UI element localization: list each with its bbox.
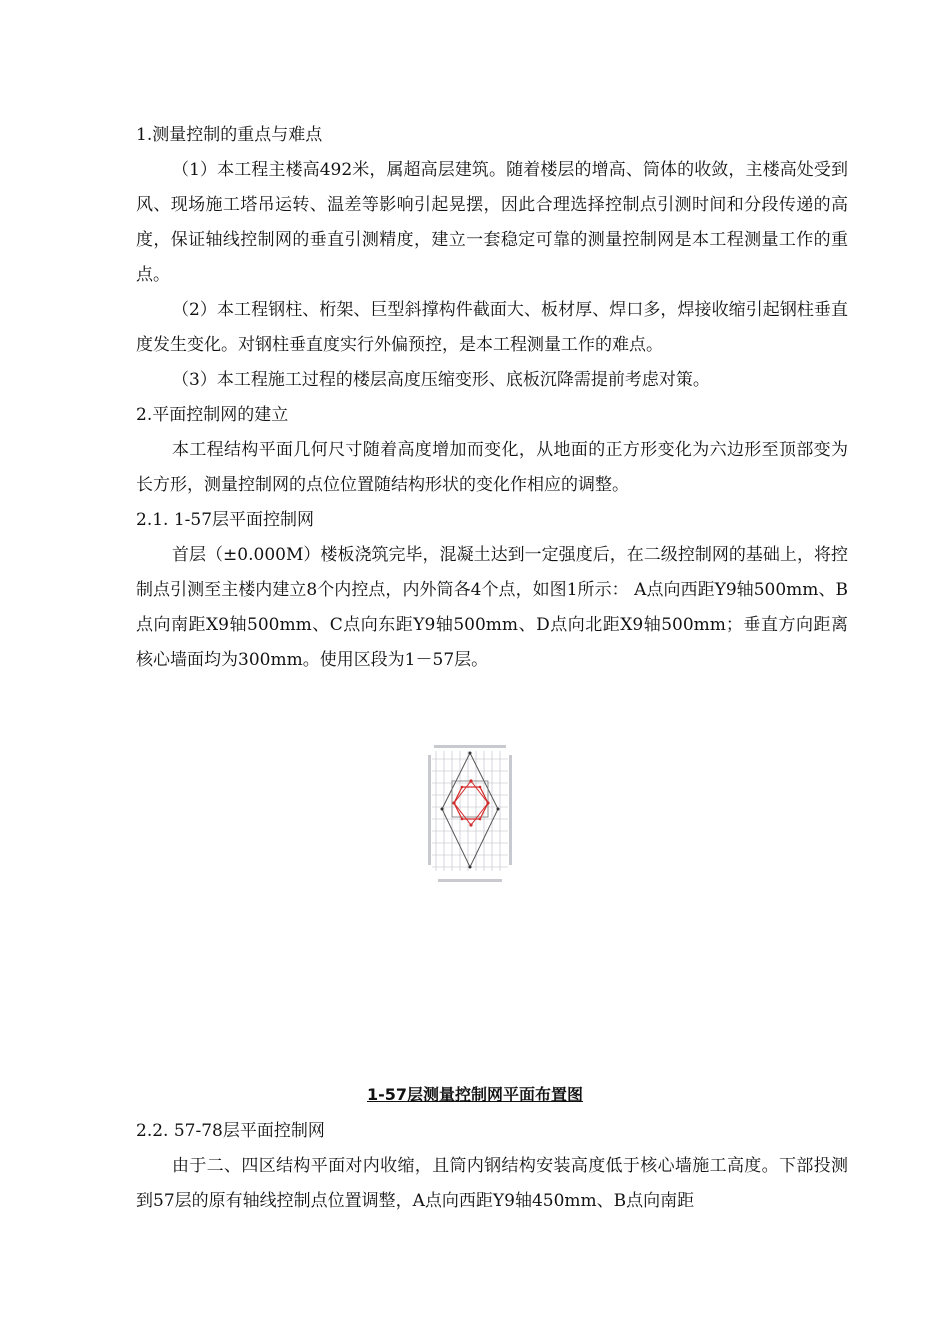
text-block-top [136, 118, 848, 678]
paragraph-1-3: （3）本工程施工过程的楼层高度压缩变形、底板沉降需提前考虑对策。 [172, 370, 710, 390]
section-2-heading: 2.平面控制网的建立 [136, 405, 289, 425]
figure-caption: 1-57层测量控制网平面布置图 [366, 1085, 584, 1104]
paragraph-2-1: 本工程结构平面几何尺寸随着高度增加而变化，从地面的正方形变化为六边形至顶部变为长方形，测量控制网的点位位置随结构形状的变化作相应的调整。 [136, 440, 848, 495]
paragraph-1-2: （2）本工程钢柱、桁架、巨型斜撑构件截面大、板材厚、焊口多，焊接收缩引起钢柱垂直度发生变化。对钢柱垂直度实行外偏预控，是本工程测量工作的难点。 [136, 300, 848, 355]
control-network-drawing [428, 741, 512, 887]
paragraph-2-2-1: 由于二、四区结构平面对内收缩，且筒内钢结构安装高度低于核心墙施工高度。下部投测到57层的原有轴线控制点位置调整，A点向西距Y9轴450mm、B点向南距 [136, 1156, 848, 1211]
figure-label-mark [438, 879, 502, 882]
subsection-2-2-heading: 2.2. 57-78层平面控制网 [136, 1121, 325, 1141]
section-1-heading: 1.测量控制的重点与难点 [136, 125, 323, 145]
paragraph-2-1-1: 首层（±0.000M）楼板浇筑完毕，混凝土达到一定强度后，在二级控制网的基础上，将控制点引测至主楼内建立8个内控点，内外筒各4个点，如图1所示： A点向西距Y9轴500mm、B点向南距X9轴500mm、C点向东距Y9轴500mm、D点向北距X9轴500mm；垂直方向距离核心墙面均为300mm。使用区段为1－57层。 [136, 545, 848, 670]
paragraph-1-1: （1）本工程主楼高492米，属超高层建筑。随着楼层的增高、筒体的收敛，主楼高处受到风、现场施工塔吊运转、温差等影响引起晃摆，因此合理选择控制点引测时间和分段传递的高度，保证轴线控制网的垂直引测精度，建立一套稳定可靠的测量控制网是本工程测量工作的重点。 [136, 160, 848, 285]
control-network-figure [428, 741, 512, 887]
subsection-2-1-heading: 2.1. 1-57层平面控制网 [136, 510, 315, 530]
text-block-bottom [136, 1114, 848, 1219]
